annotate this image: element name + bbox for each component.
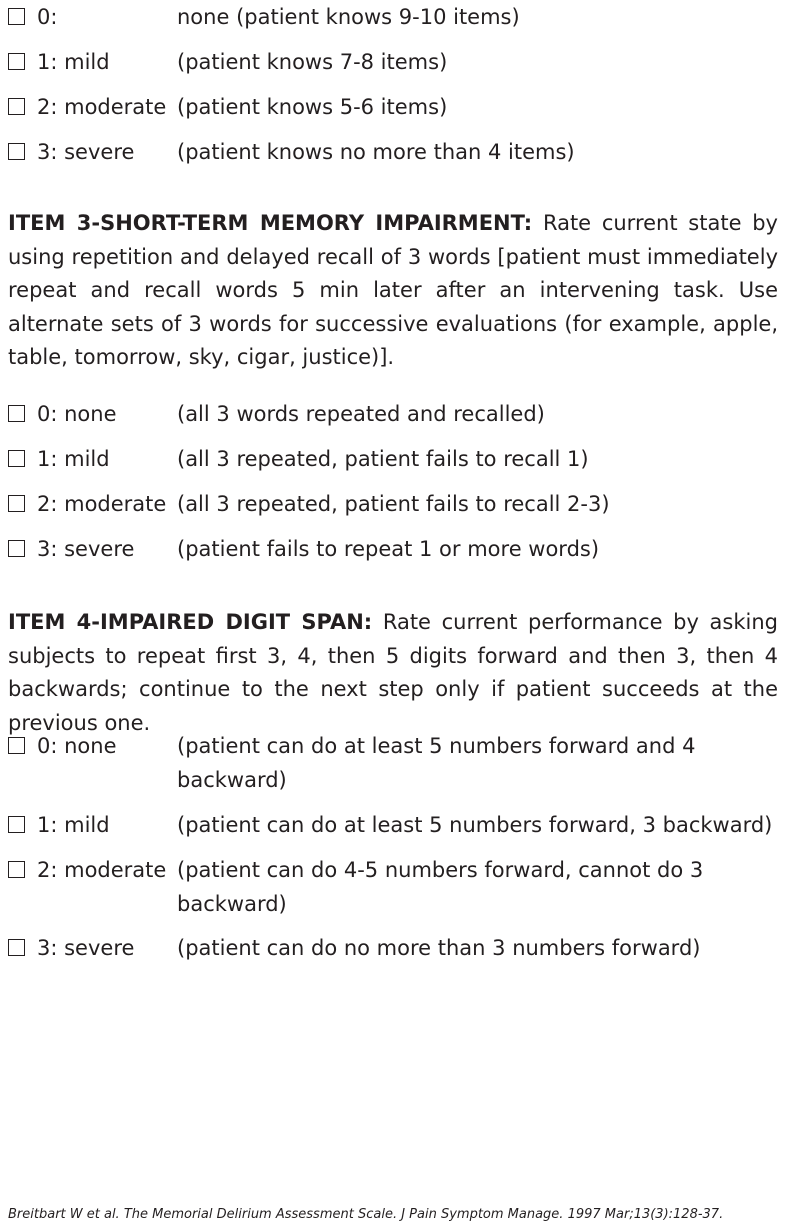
- option-description: (patient knows 5-6 items): [177, 95, 448, 119]
- item4-description: [8, 606, 778, 740]
- checkbox[interactable]: [8, 98, 25, 115]
- option-row[interactable]: [8, 808, 778, 842]
- option-row[interactable]: [8, 45, 447, 79]
- checkbox[interactable]: [8, 8, 25, 25]
- checkbox[interactable]: [8, 861, 25, 878]
- option-description: none (patient knows 9-10 items): [177, 5, 520, 29]
- option-description: (all 3 repeated, patient fails to recall 1): [177, 447, 589, 471]
- option-score: 3: severe: [37, 140, 135, 164]
- option-description: (patient knows 7-8 items): [177, 50, 448, 74]
- option-description: (patient can do 4-5 numbers forward, cannot do 3 backward): [177, 858, 704, 916]
- option-score: 2: moderate: [37, 858, 167, 882]
- option-description: (patient can do no more than 3 numbers forward): [177, 936, 701, 960]
- option-row[interactable]: [8, 90, 447, 124]
- option-row[interactable]: [8, 853, 778, 921]
- option-score: 2: moderate: [37, 492, 167, 516]
- option-row[interactable]: [8, 442, 589, 476]
- citation: Breitbart W et al. The Memorial Delirium Assessment Scale. J Pain Symptom Manage. 1997 Mar;13(3):128-37.: [8, 1207, 724, 1222]
- option-row[interactable]: [8, 487, 610, 521]
- option-description: (patient fails to repeat 1 or more words): [177, 537, 600, 561]
- checkbox[interactable]: [8, 405, 25, 422]
- option-description: (all 3 repeated, patient fails to recall 2-3): [177, 492, 610, 516]
- option-score: 1: mild: [37, 813, 110, 837]
- option-row[interactable]: [8, 729, 778, 797]
- checkbox[interactable]: [8, 143, 25, 160]
- option-row[interactable]: [8, 135, 575, 169]
- checkbox[interactable]: [8, 450, 25, 467]
- item4-text: Rate current performance by asking subjects to repeat first 3, 4, then 5 digits forward and then 3, then 4 backwards; continue to the next step only if patient succeeds at the previous one.: [8, 610, 778, 735]
- option-score: 0: none: [37, 734, 117, 758]
- option-score: 1: mild: [37, 447, 110, 471]
- option-score: 3: severe: [37, 936, 135, 960]
- option-score: 3: severe: [37, 537, 135, 561]
- option-score: 0: none: [37, 402, 117, 426]
- item3-title: ITEM 3-SHORT-TERM MEMORY IMPAIRMENT:: [8, 211, 533, 235]
- option-description: (all 3 words repeated and recalled): [177, 402, 545, 426]
- checkbox[interactable]: [8, 53, 25, 70]
- checkbox[interactable]: [8, 939, 25, 956]
- checkbox[interactable]: [8, 540, 25, 557]
- option-row[interactable]: [8, 532, 599, 566]
- option-row[interactable]: [8, 397, 545, 431]
- checkbox[interactable]: [8, 495, 25, 512]
- item3-text: Rate current state by using repetition and delayed recall of 3 words [patient must immediately repeat and recall words 5 min later after an intervening task. Use alternate sets of 3 words for successive evaluations (for example, apple, table, tomorrow, sky, cigar, justice)].: [8, 211, 778, 369]
- option-score: 0:: [37, 5, 58, 29]
- item3-description: [8, 207, 778, 375]
- option-description: (patient can do at least 5 numbers forward, 3 backward): [177, 813, 773, 837]
- checkbox[interactable]: [8, 737, 25, 754]
- option-description: (patient knows no more than 4 items): [177, 140, 575, 164]
- option-row[interactable]: [8, 0, 520, 34]
- option-row[interactable]: [8, 931, 778, 965]
- option-description: (patient can do at least 5 numbers forward and 4 backward): [177, 734, 696, 792]
- item4-title: ITEM 4-IMPAIRED DIGIT SPAN:: [8, 610, 373, 634]
- option-score: 1: mild: [37, 50, 110, 74]
- option-score: 2: moderate: [37, 95, 167, 119]
- checkbox[interactable]: [8, 816, 25, 833]
